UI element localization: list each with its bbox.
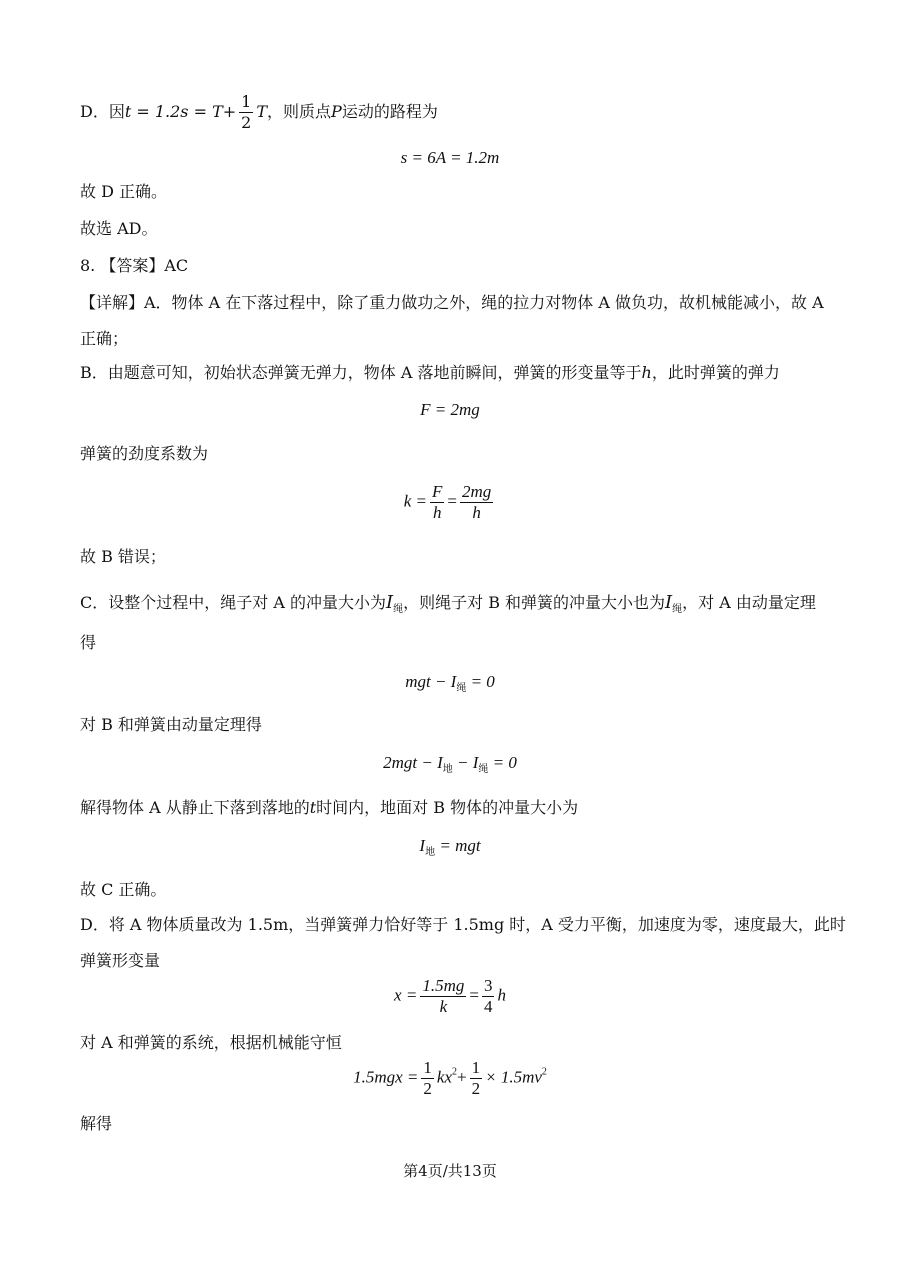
detail-a-line1: 【详解】A．物体 A 在下落过程中，除了重力做功之外，绳的拉力对物体 A 做负功，故机械能减小，故 A <box>80 293 824 312</box>
detail-c-line1: C．设整个过程中，绳子对 A 的冲量大小为$I_绳$，则绳子对 B 和弹簧的冲量大小也为$I_绳$，对 A 由动量定理 <box>80 592 816 615</box>
detail-c-line2: 得 <box>80 633 97 652</box>
equation-x: x = $\frac{1.5mg}{k}$ = $\frac{3}{4}$ h <box>394 976 506 1016</box>
solve-get-text: 解得 <box>80 1114 113 1133</box>
option-d-line: D．因t = 1.2s = T+ $\frac{1}{2}$ T，则质点P运动的路程为 <box>80 92 438 132</box>
system-text: 对 A 和弹簧的系统，根据机械能守恒 <box>80 1033 342 1052</box>
detail-d2-line1: D．将 A 物体质量改为 1.5m，当弹簧弹力恰好等于 1.5mg 时，A 受力平衡，加速度为零，速度最大，此时 <box>80 915 846 934</box>
equation-c3: $I_地$ = mgt <box>419 836 481 858</box>
d-correct-text: 故 D 正确。 <box>80 182 168 201</box>
for-b-spring-text: 对 B 和弹簧由动量定理得 <box>80 715 262 734</box>
equation-c2: $2mgt - I_地 - I_绳 = 0$ <box>383 753 517 775</box>
page-footer: 第4页/共13页 <box>403 1162 497 1180</box>
question-8-answer: 8. 【答案】AC <box>80 256 189 275</box>
equation-f: F = 2mg <box>420 400 480 419</box>
equation-c1: mgt − $I_绳 = 0$ <box>405 672 495 694</box>
choose-ad-text: 故选 AD。 <box>80 219 158 238</box>
equation-k: k = $\frac{F}{h}$ = $\frac{2mg}{h}$ <box>403 482 492 522</box>
b-wrong-text: 故 B 错误； <box>80 547 166 566</box>
equation-s: s = 6A = 1.2m <box>400 148 500 167</box>
detail-b-line: B．由题意可知，初始状态弹簧无弹力，物体 A 落地前瞬间，弹簧的形变量等于h，此时弹簧的弹力 <box>80 363 780 382</box>
stiffness-text: 弹簧的劲度系数为 <box>80 444 209 463</box>
solve-text: 解得物体 A 从静止下落到落地的t时间内，地面对 B 物体的冲量大小为 <box>80 798 579 817</box>
c-correct-text: 故 C 正确。 <box>80 880 167 899</box>
equation-energy: 1.5mgx = $\frac{1}{2}$ $kx^2+$ $\frac{1}{2}$ × $1.5mv^2$ <box>353 1058 547 1098</box>
detail-a-line2: 正确； <box>80 329 129 348</box>
fraction: $\frac{1}{2}$ <box>241 92 252 132</box>
detail-d2-line2: 弹簧形变量 <box>80 951 161 970</box>
